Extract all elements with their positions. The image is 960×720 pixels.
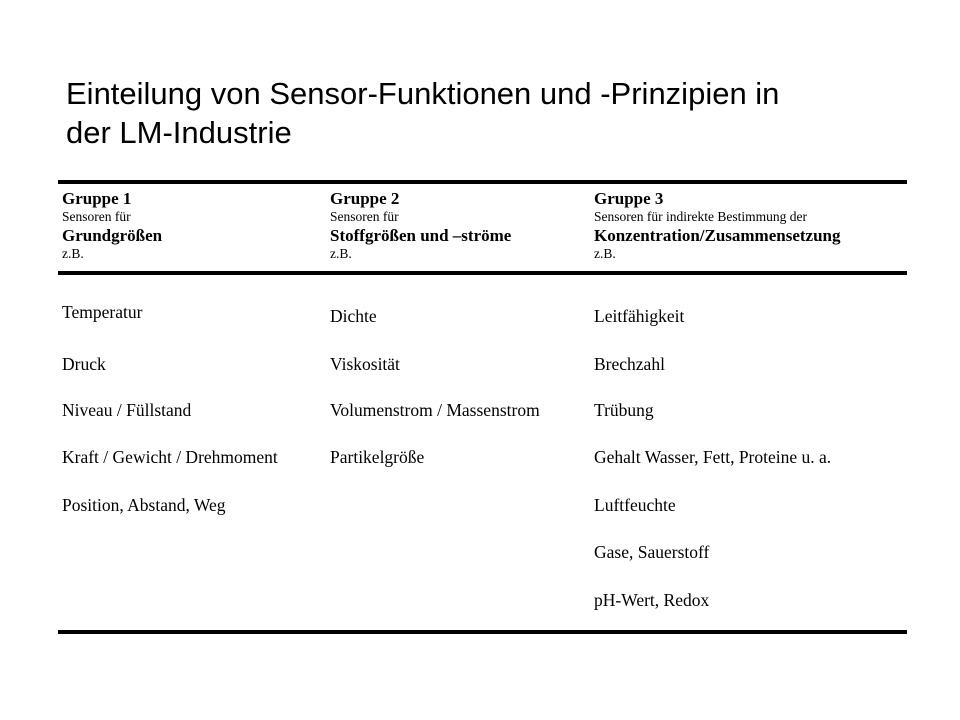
slide-title: [66, 74, 926, 152]
table-cell: Position, Abstand, Weg: [62, 495, 226, 515]
table-cell: Leitfähigkeit: [594, 306, 685, 326]
group-name: Gruppe 3: [594, 189, 664, 208]
example-label: z.B.: [62, 246, 84, 261]
example-label: z.B.: [330, 246, 352, 261]
table-cell: Luftfeuchte: [594, 495, 676, 515]
category-label: Grundgrößen: [62, 226, 163, 245]
table-cell: pH-Wert, Redox: [594, 590, 710, 610]
example-label: z.B.: [594, 246, 616, 261]
sensors-for-label: Sensoren für: [62, 209, 131, 224]
table-cell: Temperatur: [62, 302, 143, 322]
slide-title-line-1: Einteilung von Sensor-Funktionen und -Prinzipien in: [66, 76, 780, 111]
table-bottom-rule: [58, 630, 907, 634]
table-cell: Druck: [62, 354, 106, 374]
slide-title-line-2: der LM-Industrie: [66, 115, 292, 150]
sensors-for-label: Sensoren für indirekte Bestimmung der: [594, 209, 807, 224]
table-cell: Volumenstrom / Massenstrom: [330, 400, 540, 420]
table-cell: Niveau / Füllstand: [62, 400, 192, 420]
category-label: Konzentration/Zusammensetzung: [594, 226, 841, 245]
column-header-group-3: [594, 189, 914, 262]
sensors-for-label: Sensoren für: [330, 209, 399, 224]
table-cell: Trübung: [594, 400, 654, 420]
table-cell: Gehalt Wasser, Fett, Proteine u. a.: [594, 447, 832, 467]
table-cell: Kraft / Gewicht / Drehmoment: [62, 447, 278, 467]
table-header-rule: [58, 271, 907, 275]
group-name: Gruppe 2: [330, 189, 400, 208]
category-label: Stoffgrößen und –ströme: [330, 226, 512, 245]
group-name: Gruppe 1: [62, 189, 132, 208]
table-cell: Viskosität: [330, 354, 400, 374]
table-cell: Gase, Sauerstoff: [594, 542, 710, 562]
table-cell: Partikelgröße: [330, 447, 425, 467]
table-cell: Brechzahl: [594, 354, 665, 374]
table-cell: Dichte: [330, 306, 377, 326]
table-top-rule: [58, 180, 907, 184]
